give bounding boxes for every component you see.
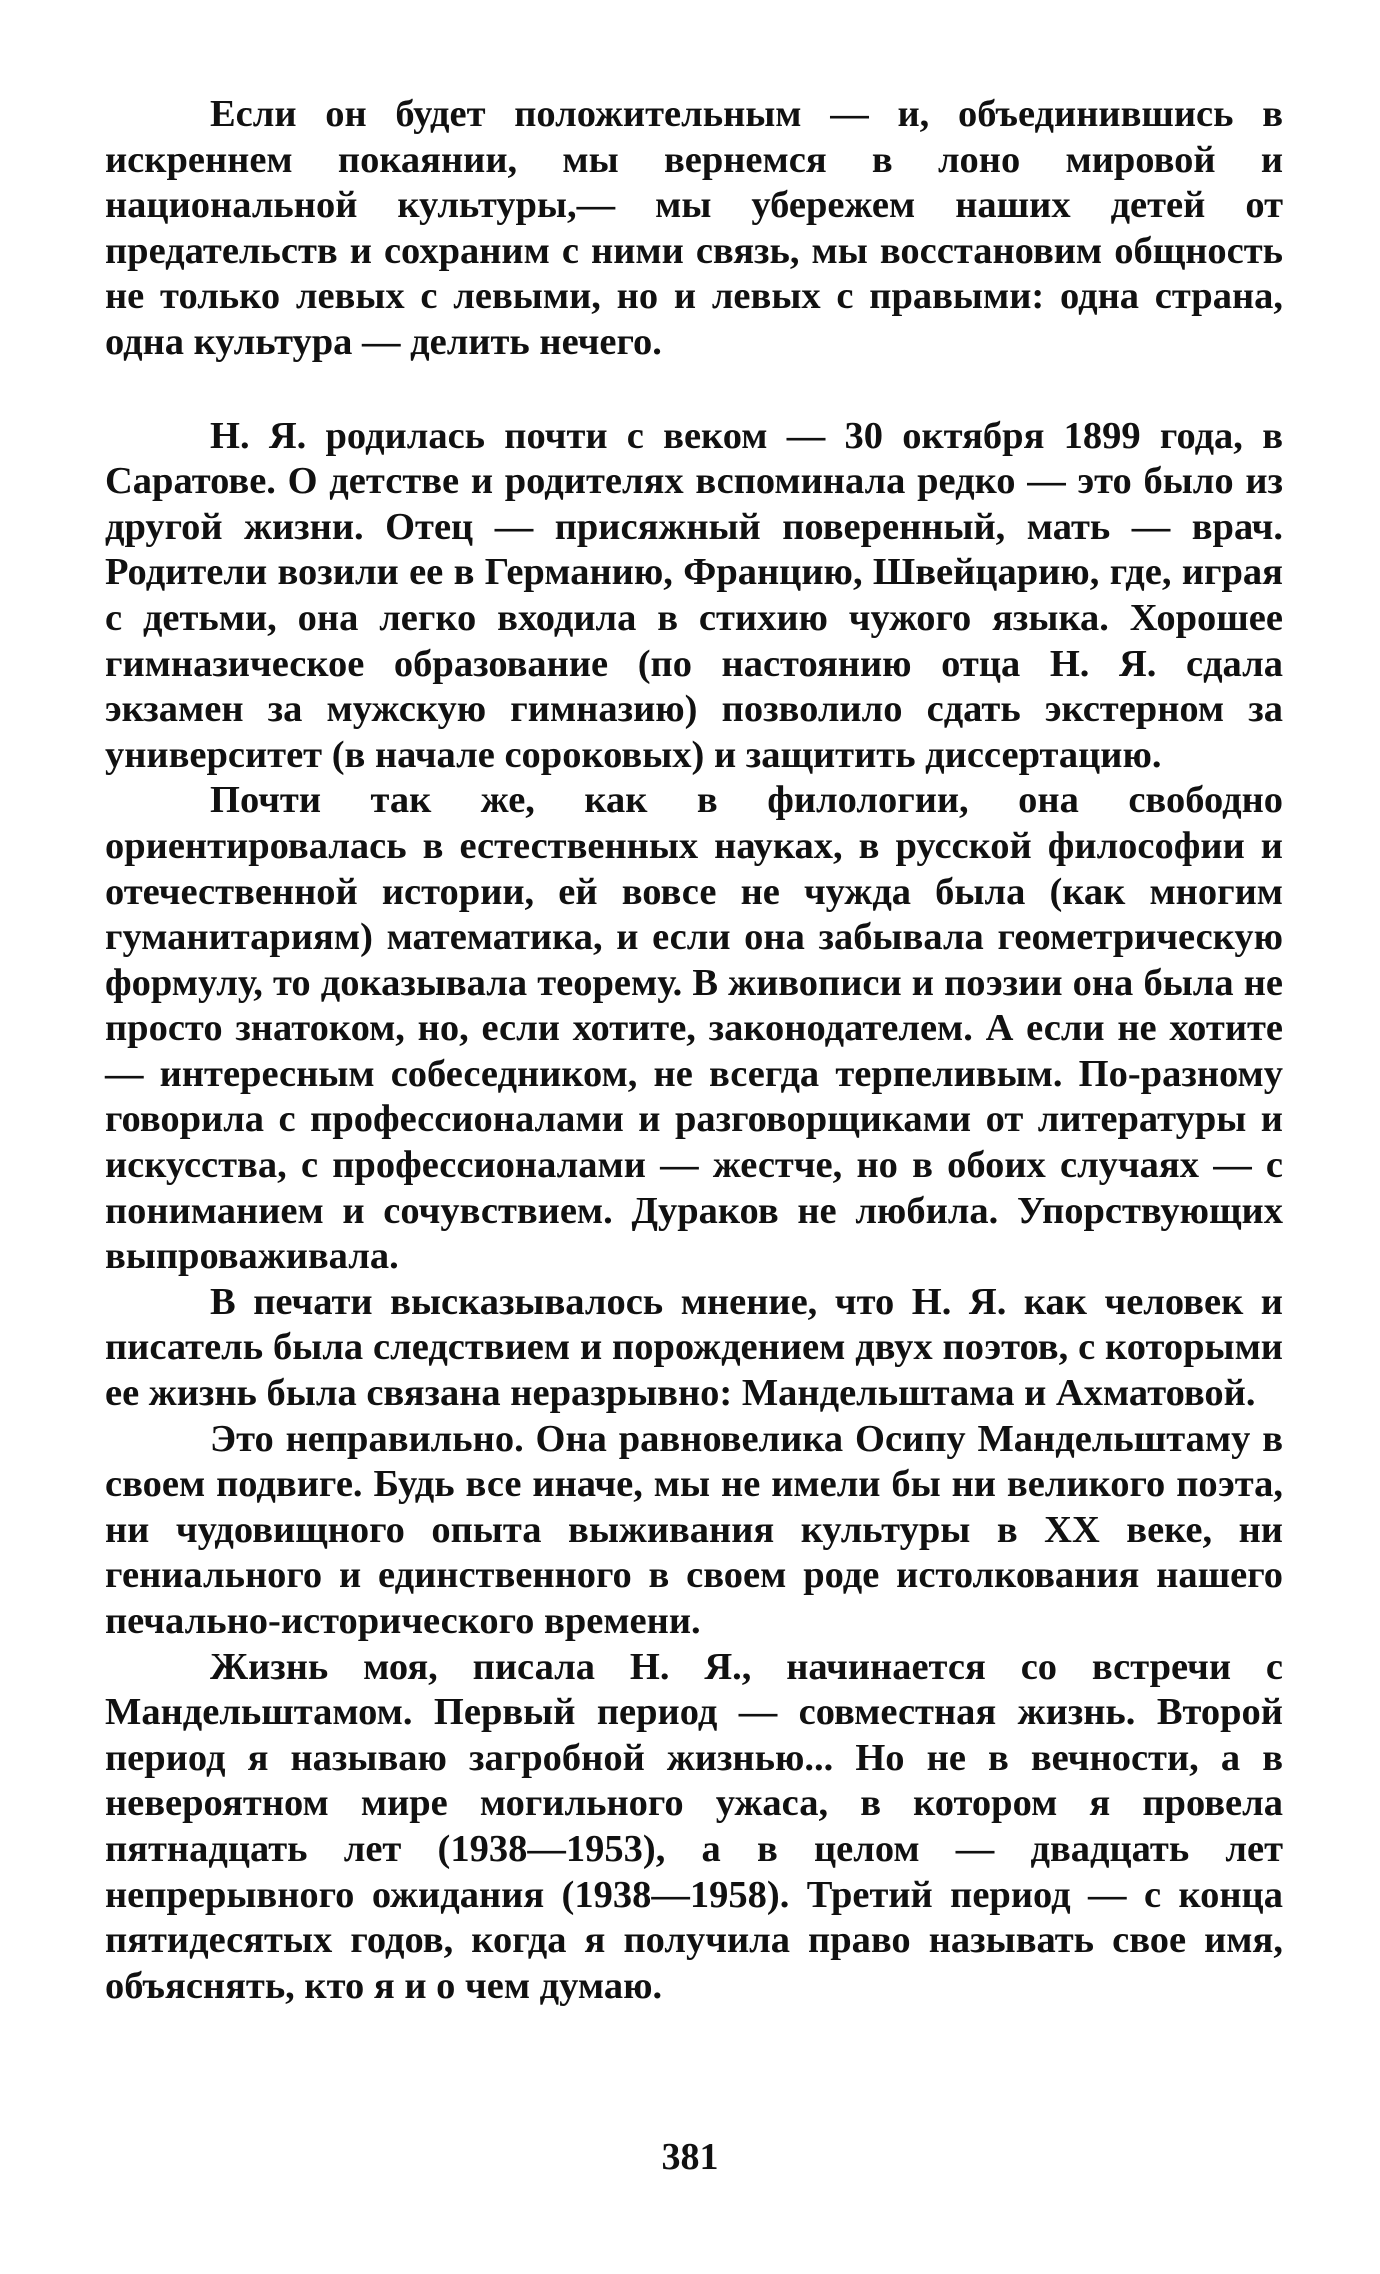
section-break (105, 366, 1283, 414)
paragraph-biography: Н. Я. родилась почти с веком — 30 октября 1899 года, в Саратове. О детстве и родителях вспоминала редко — это было из другой жизни. Отец — присяжный поверенный, мать — врач. Родители возили ее в Германию, Францию, Швейцарию, где, играя с детьми, она легко входила в стихию чужого языка. Хорошее гимназическое образование (по настоянию отца Н. Я. сдала экзамен за мужскую гимназию) позволило сдать экстерном за университет (в начале сороковых) и защитить диссертацию. (105, 414, 1283, 776)
page-text-block (105, 92, 1283, 2009)
paragraph-rebuttal: Это неправильно. Она равновелика Осипу Мандельштаму в своем подвиге. Будь все иначе, мы не имели бы ни великого поэта, ни чудовищного опыта выживания культуры в XX веке, ни гениального и единственного в своем роде истолкования нашего печально-исторического времени. (105, 1417, 1283, 1642)
paragraph-opinion: В печати высказывалось мнение, что Н. Я. как человек и писатель была следствием и порождением двух поэтов, с которыми ее жизнь была связана неразрывно: Мандельштама и Ахматовой. (105, 1280, 1283, 1415)
page-number: 381 (661, 2136, 719, 2178)
paragraph-erudition: Почти так же, как в филологии, она свободно ориентировалась в естественных науках, в русской философии и отечественной истории, ей вовсе не чужда была (как многим гуманитариям) математика, и если она забывала геометрическую формулу, то доказывала теорему. В живописи и поэзии она была не просто знатоком, но, если хотите, законодателем. А если не хотите — интересным собеседником, не всегда терпеливым. По-разному говорила с профессионалами и разговорщиками от литературы и искусства, с профессионалами — жестче, но в обоих случаях — с пониманием и сочувствием. Дураков не любила. Упорствующих выпроваживала. (105, 779, 1283, 1278)
paragraph-life-periods: Жизнь моя, писала Н. Я., начинается со встречи с Мандельштамом. Первый период — совместная жизнь. Второй период я называю загробной жизнью... Но не в вечности, а в невероятном мире могильного ужаса, в котором я провела пятнадцать лет (1938—1953), а в целом — двадцать лет непрерывного ожидания (1938—1958). Третий период — с конца пятидесятых годов, когда я получила право называть свое имя, объяснять, кто я и о чем думаю. (105, 1645, 1283, 2007)
paragraph-intro: Если он будет положительным — и, объединившись в искреннем покаянии, мы вернемся в лоно мировой и национальной культуры,— мы убережем наших детей от предательств и сохраним с ними связь, мы восстановим общность не только левых с левыми, но и левых с правыми: одна страна, одна культура — делить нечего. (105, 93, 1283, 363)
